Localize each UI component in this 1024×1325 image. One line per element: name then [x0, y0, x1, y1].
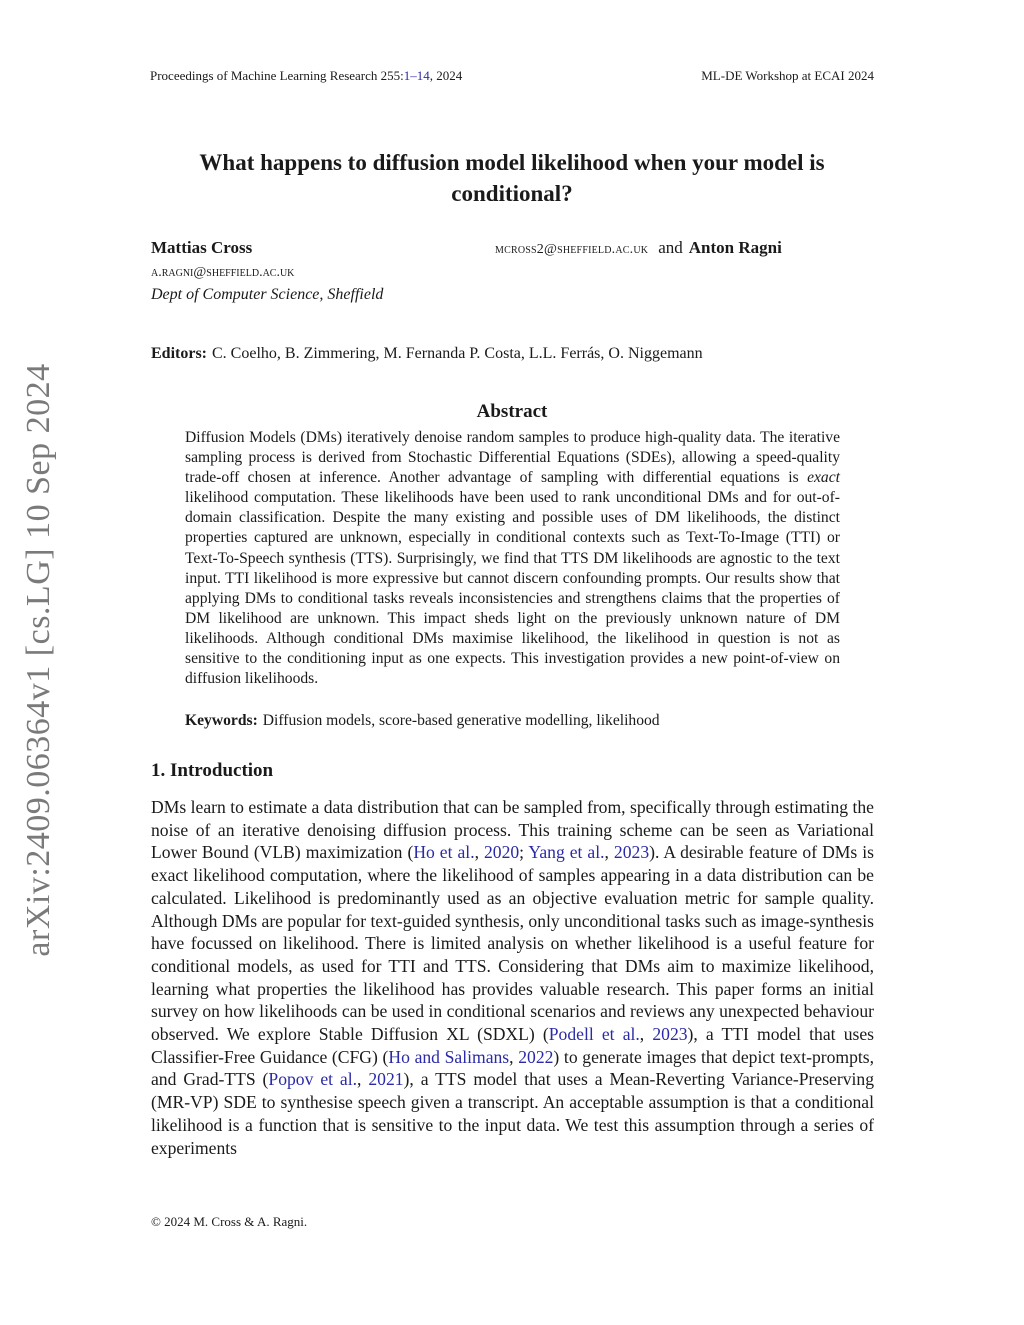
- proceedings-text: Proceedings of Machine Learning Research 255:: [150, 68, 404, 83]
- page-range-link[interactable]: 1–14: [403, 68, 430, 83]
- author-name-1: Mattias Cross: [151, 238, 253, 257]
- intro-text-1: DMs learn to estimate a data distribution that can be sampled from, specifically through estimating the noise of an iterative denoising diffusion process. This training scheme can be seen as Variational Lower Bound (VLB) maximization (: [151, 797, 874, 863]
- keywords-text: Diffusion models, score-based generative modelling, likelihood: [262, 712, 660, 729]
- section-heading-introduction: 1. Introduction: [151, 760, 274, 781]
- citation-podell-2023[interactable]: Podell et al., 2023: [548, 1024, 688, 1045]
- abstract-heading: Abstract: [476, 401, 548, 422]
- abstract-text-2: likelihood computation. These likelihoods have been used to rank unconditional DMs and for out-of-domain classification. Despite the many existing and possible uses of DM likelihoods, the distinct properties captured are unknown, especially in conditional contexts such as Text-To-Image (TTI) or Text-To-Speech synthesis (TTS). Surprisingly, we find that TTS DM likelihoods are agnostic to the text input. TTI likelihood is more expressive but cannot discern confounding prompts. Our results show that applying DMs to conditional tasks reveals inconsistencies and strengthens claims that the properties of DM likelihood are unknown. This impact sheds light on the previously unknown nature of DM likelihoods. Although conditional DMs maximise likelihood, the likelihood in question is not as sensitive to the conditioning input as one expects. This investigation provides a new point-of-view on diffusion likelihoods.: [185, 489, 840, 688]
- citation-separator: ;: [519, 842, 529, 863]
- editors-line: [151, 345, 703, 363]
- author-email-2: a.ragni@sheffield.ac.uk: [151, 265, 295, 280]
- intro-text-2: ). A desirable feature of DMs is exact likelihood computation, where the likelihood of samples appearing in a data distribution can be calculated. Likelihood is predominantly used as an objective evaluation metric for sample quality. Although DMs are popular for text-guided synthesis, only unconditional tasks such as image-synthesis have focussed on likelihood. There is limited analysis on whether likelihood is a useful feature for conditional models, as used for TTI and TTS. Considering that DMs aim to maximize likelihood, learning what properties the likelihood has provides valuable research. This paper forms an initial survey on how likelihoods can be used in conditional scenarios and reviews any unexpected behaviour observed. We explore Stable Diffusion XL (SDXL) (: [151, 842, 874, 1045]
- citation-ho-2020[interactable]: Ho et al., 2020: [413, 842, 520, 863]
- author-name-2: Anton Ragni: [688, 238, 782, 257]
- proceedings-year: , 2024: [429, 68, 463, 83]
- abstract-emphasis: exact: [807, 469, 840, 487]
- running-header-left: [150, 68, 462, 84]
- editors-label: Editors:: [151, 345, 207, 362]
- abstract-text-1: Diffusion Models (DMs) iteratively denoise random samples to produce high-quality data. The iterative sampling process is derived from Stochastic Differential Equations (SDEs), allowing a speed-quality trade-off chosen at inference. Another advantage of sampling with differential equations is: [185, 429, 840, 487]
- arxiv-identifier: arXiv:2409.06364v1 [cs.LG] 10 Sep 2024: [20, 363, 57, 957]
- intro-text-4: ) to generate images that depict text-prompts, and Grad-TTS (: [151, 1046, 875, 1090]
- author-email-1: mcross2@sheffield.ac.uk: [495, 242, 649, 257]
- citation-popov-2021[interactable]: Popov et al., 2021: [268, 1069, 404, 1090]
- running-header-right: ML-DE Workshop at ECAI 2024: [701, 68, 874, 83]
- author-line: [151, 238, 874, 260]
- abstract-body: [185, 428, 840, 689]
- intro-text-5: ), a TTS model that uses a Mean-Reverting Variance-Preserving (MR-VP) SDE to synthesise speech given a transcript. An acceptable assumption is that a conditional likelihood is a function that is sensitive to the input data. We test this assumption through a series of experiments: [151, 1069, 875, 1158]
- keywords-line: [185, 712, 660, 730]
- editors-names: C. Coelho, B. Zimmering, M. Fernanda P. Costa, L.L. Ferrás, O. Niggemann: [212, 345, 703, 362]
- author-email-group: [495, 238, 782, 258]
- copyright-footer: © 2024 M. Cross & A. Ragni.: [151, 1214, 308, 1229]
- intro-text-3: ), a TTI model that uses Classifier-Free Guidance (CFG) (: [151, 1024, 874, 1067]
- affiliation: Dept of Computer Science, Sheffield: [151, 286, 384, 303]
- introduction-body: [151, 796, 874, 1159]
- keywords-label: Keywords:: [185, 712, 258, 729]
- citation-ho-salimans-2022[interactable]: Ho and Salimans, 2022: [388, 1046, 554, 1067]
- paper-title: What happens to diffusion model likelihood when your model is conditional?: [199, 150, 825, 206]
- citation-yang-2023[interactable]: Yang et al., 2023: [528, 842, 650, 863]
- and-connector: and: [658, 238, 683, 257]
